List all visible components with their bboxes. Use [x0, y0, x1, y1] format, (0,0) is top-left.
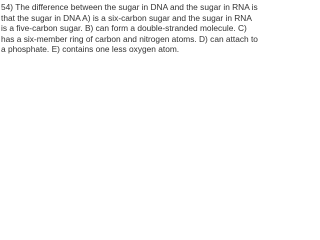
question-text: 54) The difference between the sugar in DNA and the sugar in RNA is that the sugar in DNA A) is a six-carbon sugar and the sugar in RNA is a five-carbon sugar. B) can form a double-stranded molecule. C) has a six-member ring of carbon and nitrogen atoms. D) can attach to a phosphate. E) contains one less oxygen atom. — [1, 2, 258, 55]
